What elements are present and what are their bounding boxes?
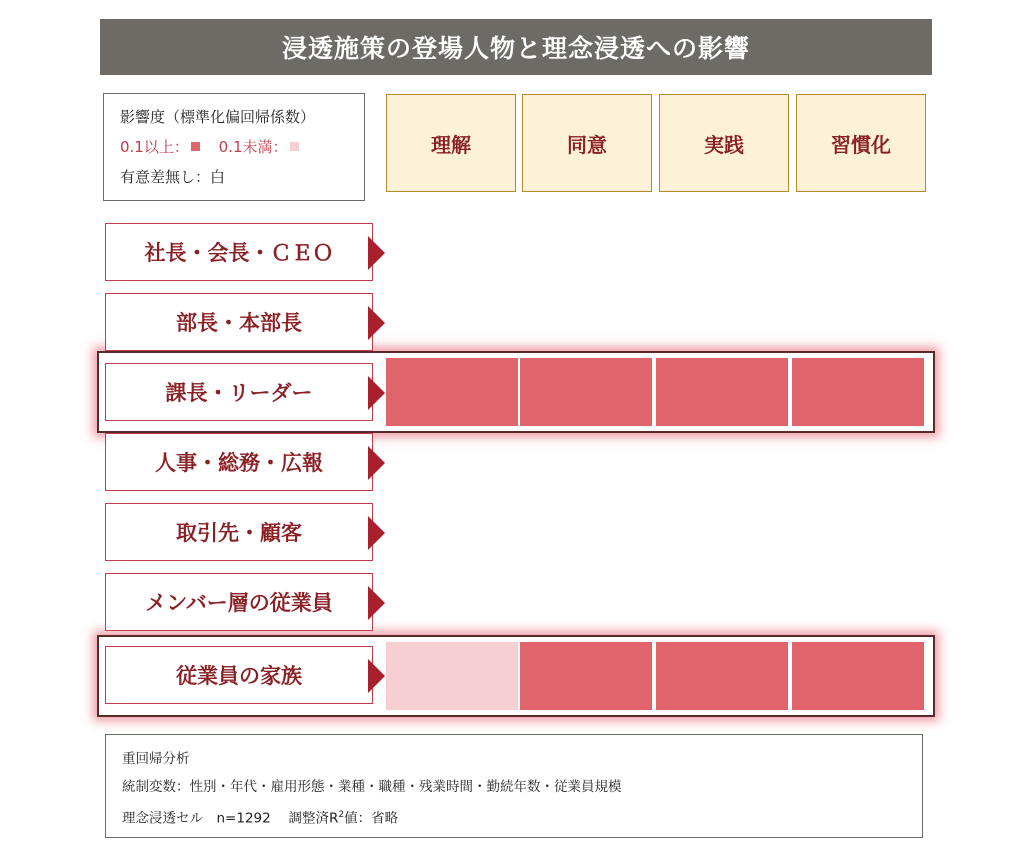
- legend-box: [103, 93, 365, 201]
- notes-box: [105, 734, 923, 838]
- page-title: 浸透施策の登場人物と理念浸透への影響: [100, 19, 932, 75]
- stage-header-agreement: 同意: [522, 94, 652, 192]
- legend-heading: 影響度（標準化偏回帰係数）: [120, 108, 316, 126]
- legend-weak-label: 0.1未満：: [218, 138, 288, 156]
- influence-cell: [656, 642, 790, 710]
- stage-header-understanding: 理解: [386, 94, 516, 192]
- legend-scale-row: [120, 132, 364, 162]
- legend-weak-swatch: [290, 142, 299, 151]
- legend-none-label: 有意差無し：白: [120, 168, 226, 186]
- notes-sample: [122, 801, 922, 833]
- notes-sample-text: 理念浸透セル n=1292 調整済R: [122, 810, 339, 827]
- arrow-icon: [368, 236, 385, 270]
- stage-header-practice: 実践: [659, 94, 789, 192]
- actor-member-employees: メンバー層の従業員: [105, 573, 373, 631]
- influence-cell: [520, 642, 654, 710]
- arrow-icon: [368, 376, 385, 410]
- actor-partners-customers: 取引先・顧客: [105, 503, 373, 561]
- actor-section-managers: 課長・リーダー: [105, 363, 373, 421]
- actor-hr-general-pr: 人事・総務・広報: [105, 433, 373, 491]
- influence-cell: [792, 642, 926, 710]
- actor-department-heads: 部長・本部長: [105, 293, 373, 351]
- legend-strong-label: 0.1以上：: [120, 138, 189, 156]
- arrow-icon: [368, 659, 385, 693]
- notes-control-variables: 統制変数：性別・年代・雇用形態・業種・職種・残業時間・勤続年数・従業員規模: [122, 779, 622, 795]
- arrow-icon: [368, 446, 385, 480]
- influence-cell: [520, 358, 654, 426]
- arrow-icon: [368, 516, 385, 550]
- arrow-icon: [368, 306, 385, 340]
- notes-sample-sup: 2: [338, 810, 345, 820]
- notes-sample-suffix: 値：省略: [344, 810, 399, 827]
- legend-strong-swatch: [191, 142, 200, 151]
- influence-cell: [386, 642, 520, 710]
- arrow-icon: [368, 586, 385, 620]
- influence-cell: [386, 358, 520, 426]
- notes-method: 重回帰分析: [122, 751, 190, 767]
- stage-header-habit: 習慣化: [796, 94, 926, 192]
- actor-ceo: 社長・会長・ＣＥＯ: [105, 223, 373, 281]
- influence-cell: [792, 358, 926, 426]
- actor-employee-family: 従業員の家族: [105, 646, 373, 704]
- influence-cell: [656, 358, 790, 426]
